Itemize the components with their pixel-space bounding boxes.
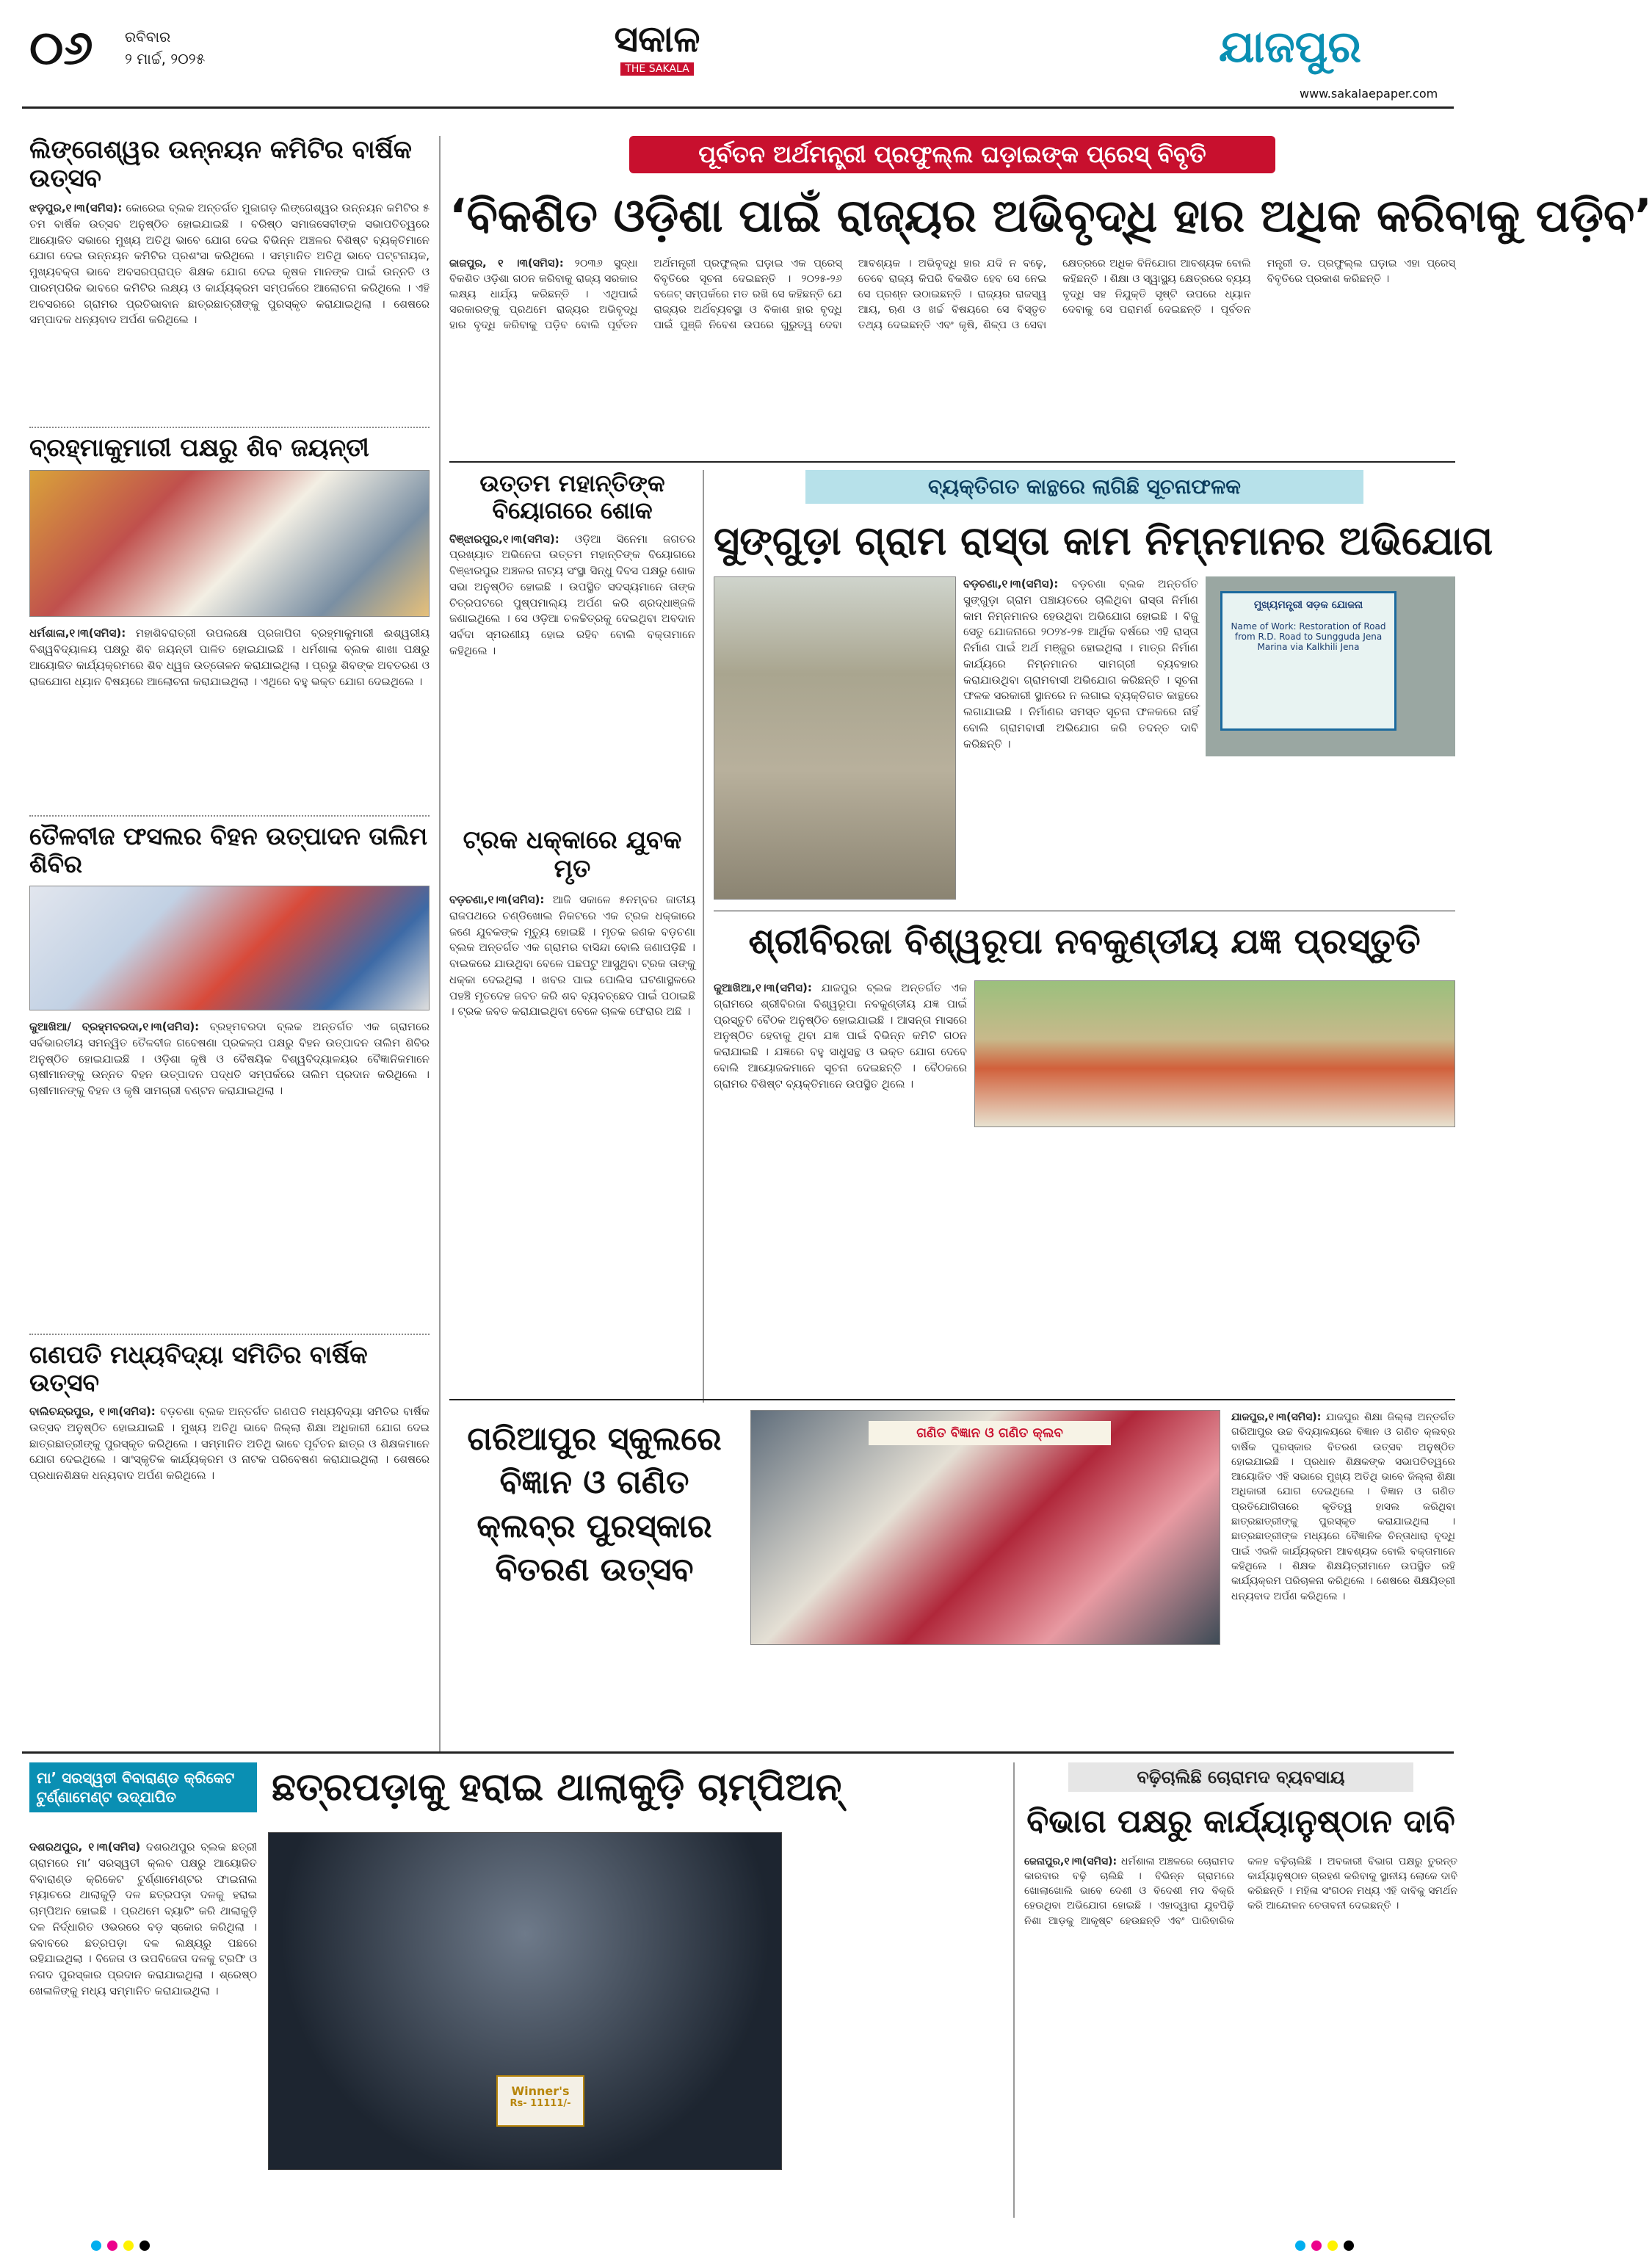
story-brahmakumari bbox=[29, 626, 430, 809]
story-text: ଆଜି ସକାଳେ ୫ନମ୍ବର ଜାତୀୟ ରାଜପଥରେ ଚଣ୍ଡିଖୋଲ ନିକଟରେ ଏକ ଟ୍ରକ ଧକ୍କାରେ ଜଣେ ଯୁବକଙ୍କ ମୃତ୍ୟୁ ହୋଇଛି । ମୃତକ ଜଣକ ବଡ଼ଚଣା ବ୍ଲକ ଅନ୍ତର୍ଗତ ଏକ ଗ୍ରାମର ବାସିନ୍ଦା ବୋଲି ଜଣାପଡ଼ିଛି । ବାଇକରେ ଯାଉଥିବା ବେଳେ ପଛପଟୁ ଆସୁଥିବା ଟ୍ରକ ତାଙ୍କୁ ଧକ୍କା ଦେଇଥିଲା । ଖବର ପାଇ ପୋଲିସ ଘଟଣାସ୍ଥଳରେ ପହଞ୍ଚି ମୃତଦେହ ଜବତ କରି ଶବ ବ୍ୟବଚ୍ଛେଦ ପାଇଁ ପଠାଇଛି । ଟ୍ରକ ଜବତ କରାଯାଇଥିବା ବେଳେ ଚାଳକ ଫେରାର ଅଛି । bbox=[449, 893, 695, 1019]
road-headline: ସୁଙ୍ଗୁଡ଼ା ଗ୍ରାମ ରାସ୍ତା କାମ ନିମ୍ନମାନର ଅଭିଯୋଗ bbox=[714, 518, 1493, 564]
story-lingeswar bbox=[29, 200, 430, 421]
liquor-body bbox=[1024, 1854, 1457, 2214]
liquor-kicker: ବଢ଼ିଚାଲିଛି ଚୋରାମଦ ବ୍ୟବସାୟ bbox=[1068, 1762, 1413, 1792]
story-ganapati bbox=[29, 1404, 430, 1771]
column-rule bbox=[439, 136, 441, 1751]
story-text: ଧର୍ମଶାଳା ଅଞ୍ଚଳରେ ଚୋରାମଦ କାରବାର ବଢ଼ି ଚାଲିଛି । ବିଭିନ୍ନ ଗ୍ରାମରେ ଖୋଲାଖୋଲି ଭାବେ ଦେଶୀ ଓ ବିଦେଶୀ ମଦ ବିକ୍ରି ହେଉଥିବା ଅଭିଯୋଗ ହୋଇଛି । ଏହାଦ୍ୱାରା ଯୁବପିଢ଼ି ନିଶା ଆଡ଼କୁ ଆକୃଷ୍ଟ ହେଉଛନ୍ତି ଏବଂ ପାରିବାରିକ କଳହ ବଢ଼ିଚାଲିଛି । ଅବକାରୀ ବିଭାଗ ପକ୍ଷରୁ ତୁରନ୍ତ କାର୍ଯ୍ୟାନୁଷ୍ଠାନ ଗ୍ରହଣ କରିବାକୁ ସ୍ଥାନୀୟ ଲୋକେ ଦାବି କରିଛନ୍ତି । ମହିଳା ସଂଗଠନ ମଧ୍ୟ ଏହି ଦାବିକୁ ସମର୍ଥନ କରି ଆନ୍ଦୋଳନ ଚେତାବନୀ ଦେଇଛନ୍ତି । bbox=[1024, 1855, 1457, 1927]
story-text: ବ୍ରହ୍ମବରଦା ବ୍ଲକ ଅନ୍ତର୍ଗତ ଏକ ଗ୍ରାମରେ ସର୍ବଭାରତୀୟ ସମନ୍ୱିତ ତୈଳବୀଜ ଗବେଷଣା ପ୍ରକଳ୍ପ ପକ୍ଷରୁ ବିହନ ଉତ୍ପାଦନ ତାଲିମ ଶିବିର ଅନୁଷ୍ଠିତ ହୋଇଯାଇଛି । ଓଡ଼ିଶା କୃଷି ଓ ବୈଷୟିକ ବିଶ୍ୱବିଦ୍ୟାଳୟର ବୈଜ୍ଞାନିକମାନେ ଚାଷୀମାନଙ୍କୁ ଉନ୍ନତ ବିହନ ଉତ୍ପାଦନ ପଦ୍ଧତି ସମ୍ପର୍କରେ ତାଲିମ ପ୍ରଦାନ କରିଥିଲେ । ଚାଷୀମାନଙ୍କୁ ବିହନ ଓ କୃଷି ସାମଗ୍ରୀ ବଣ୍ଟନ କରାଯାଇଥିଲା । bbox=[29, 1020, 430, 1098]
school-headline: ଗରିଆପୁର ସ୍କୁଲରେ ବିଜ୍ଞାନ ଓ ଗଣିତ କ୍ଲବ୍‌ର ପୁରସ୍କାର ବିତରଣ ଉତ୍ସବ bbox=[467, 1420, 722, 1589]
story-text: ଓଡ଼ିଆ ସିନେମା ଜଗତର ପ୍ରଖ୍ୟାତ ଅଭିନେତା ଉତ୍ତମ ମହାନ୍ତିଙ୍କ ବିୟୋଗରେ ବିଞ୍ଝାରପୁର ଅଞ୍ଚଳର ନାଟ୍ୟ ସଂସ୍ଥା ସିନ୍ଧୁ ଦିବସ ପକ୍ଷରୁ ଶୋକ ସଭା ଅନୁଷ୍ଠିତ ହୋଇଛି । ଉପସ୍ଥିତ ସଦସ୍ୟମାନେ ତାଙ୍କ ଚିତ୍ରପଟରେ ପୁଷ୍ପମାଲ୍ୟ ଅର୍ପଣ କରି ଶ୍ରଦ୍ଧାଞ୍ଜଳି ଜଣାଇଥିଲେ । ସେ ଓଡ଼ିଆ ଚଳଚ୍ଚିତ୍ରକୁ ଦେଇଥିବା ଅବଦାନ ସର୍ବଦା ସ୍ମରଣୀୟ ହୋଇ ରହିବ ବୋଲି ବକ୍ତାମାନେ କହିଥିଲେ । bbox=[449, 532, 695, 657]
paper-logo bbox=[587, 18, 727, 92]
accident-story bbox=[449, 826, 695, 1399]
sign-text: Name of Work: Restoration of Road from R.D. Road to Sungguda Jena Marina via Kalkhili Jena bbox=[1231, 621, 1386, 652]
road-sign-photo bbox=[1206, 576, 1455, 756]
story-oilseed bbox=[29, 1019, 430, 1328]
photo-oilseed bbox=[29, 886, 430, 1010]
day-label: ରବିବାର bbox=[125, 28, 171, 46]
divider bbox=[29, 815, 430, 817]
story-text: ବଡ଼ଚଣା ବ୍ଲକ ଅନ୍ତର୍ଗତ ଗଣପତି ମଧ୍ୟବିଦ୍ୟା ସମିତିର ବାର୍ଷିକ ଉତ୍ସବ ଅନୁଷ୍ଠିତ ହୋଇଯାଇଛି । ମୁଖ୍ୟ ଅତିଥି ଭାବେ ଜିଲ୍ଲା ଶିକ୍ଷା ଅଧିକାରୀ ଯୋଗ ଦେଇ ଛାତ୍ରଛାତ୍ରୀଙ୍କୁ ପୁରସ୍କୃତ କରିଥିଲେ । ସମ୍ମାନିତ ଅତିଥି ଭାବେ ପୂର୍ବତନ ଛାତ୍ର ଓ ଶିକ୍ଷକମାନେ ଯୋଗ ଦେଇଥିଲେ । ସାଂସ୍କୃତିକ କାର୍ଯ୍ୟକ୍ରମ ଓ ନାଟକ ପରିବେଷଣ କରାଯାଇଥିଲା । ଶେଷରେ ପ୍ରଧାନଶିକ୍ଷକ ଧନ୍ୟବାଦ ଅର୍ପଣ କରିଥିଲେ । bbox=[29, 1405, 430, 1483]
school-body bbox=[1231, 1410, 1455, 1718]
byline: କୁଆଖିଆ/ ବ୍ରହ୍ମବରଦା,୧।୩(ସମିସ): bbox=[29, 1020, 200, 1034]
byline: ଦଶରଥପୁର, ୧।୩(ସମିସ) bbox=[29, 1840, 141, 1853]
winner-cheque bbox=[496, 2075, 584, 2127]
section-title: ଯାଜପୁର bbox=[1219, 21, 1361, 73]
cricket-body-continued bbox=[793, 1832, 1006, 2170]
obit-story bbox=[449, 470, 695, 822]
column-rule bbox=[1013, 1762, 1015, 2218]
masthead-rule bbox=[22, 106, 1454, 109]
byline: କୁଆଖିଆ,୧।୩(ସମିସ): bbox=[714, 981, 812, 994]
page-number: ୦୬ bbox=[29, 21, 93, 76]
divider bbox=[22, 1751, 1454, 1754]
masthead bbox=[0, 0, 1474, 110]
story-text: ଯାଜପୁର ବ୍ଲକ ଅନ୍ତର୍ଗତ ଏକ ଗ୍ରାମରେ ଶ୍ରୀବିରଜା ବିଶ୍ୱରୂପା ନବକୁଣ୍ଡୀୟ ଯଜ୍ଞ ପାଇଁ ପ୍ରସ୍ତୁତି ବୈଠକ ଅନୁଷ୍ଠିତ ହୋଇଯାଇଛି । ଆସନ୍ତା ମାସରେ ଅନୁଷ୍ଠିତ ହେବାକୁ ଥିବା ଯଜ୍ଞ ପାଇଁ ବିଭିନ୍ନ କମିଟି ଗଠନ କରାଯାଇଛି । ଯଜ୍ଞରେ ବହୁ ସାଧୁସନ୍ଥ ଓ ଭକ୍ତ ଯୋଗ ଦେବେ ବୋଲି ଆୟୋଜକମାନେ ସୂଚନା ଦେଇଛନ୍ତି । ବୈଠକରେ ଗ୍ରାମର ବିଶିଷ୍ଟ ବ୍ୟକ୍ତିମାନେ ଉପସ୍ଥିତ ଥିଲେ । bbox=[714, 981, 967, 1091]
story-text: ୨୦୩୬ ସୁଦ୍ଧା ବିକଶିତ ଓଡ଼ିଶା ଗଠନ କରିବାକୁ ରାଜ୍ୟ ସରକାର ଲକ୍ଷ୍ୟ ଧାର୍ଯ୍ୟ କରିଛନ୍ତି । ଏଥିପାଇଁ ସରକାରଙ୍କୁ ପ୍ରଥମେ ରାଜ୍ୟର ଅଭିବୃଦ୍ଧି ହାର ବୃଦ୍ଧି କରିବାକୁ ପଡ଼ିବ ବୋଲି ପୂର୍ବତନ ଅର୍ଥମନ୍ତ୍ରୀ ପ୍ରଫୁଲ୍ଲ ଘଡ଼ାଇ ଏକ ପ୍ରେସ୍ ବିବୃତିରେ ସୂଚନା ଦେଇଛନ୍ତି । ୨୦୨୫-୨୬ ବଜେଟ୍ ସମ୍ପର୍କରେ ମତ ରଖି ସେ କହିଛନ୍ତି ଯେ ରାଜ୍ୟର ଅର୍ଥବ୍ୟବସ୍ଥା ଓ ବିକାଶ ହାର ବୃଦ୍ଧି ପାଇଁ ପୁଞ୍ଜି ନିବେଶ ଉପରେ ଗୁରୁତ୍ୱ ଦେବା ଆବଶ୍ୟକ । ଅଭିବୃଦ୍ଧି ହାର ଯଦି ନ ବଢ଼େ, ତେବେ ରାଜ୍ୟ କିପରି ବିକଶିତ ହେବ ସେ ନେଇ ସେ ପ୍ରଶ୍ନ ଉଠାଇଛନ୍ତି । ରାଜ୍ୟର ରାଜସ୍ୱ ଆୟ, ଋଣ ଓ ଖର୍ଚ୍ଚ ବିଷୟରେ ସେ ବିସ୍ତୃତ ତଥ୍ୟ ଦେଇଛନ୍ତି ଏବଂ କୃଷି, ଶିଳ୍ପ ଓ ସେବା କ୍ଷେତ୍ରରେ ଅଧିକ ବିନିଯୋଗ ଆବଶ୍ୟକ ବୋଲି କହିଛନ୍ତି । ଶିକ୍ଷା ଓ ସ୍ୱାସ୍ଥ୍ୟ କ୍ଷେତ୍ରରେ ବ୍ୟୟ ବୃଦ୍ଧି ସହ ନିଯୁକ୍ତି ସୃଷ୍ଟି ଉପରେ ଧ୍ୟାନ ଦେବାକୁ ସେ ପରାମର୍ଶ ଦେଇଛନ୍ତି । ପୂର୍ବତନ ମନ୍ତ୍ରୀ ଡ. ପ୍ରଫୁଲ୍ଲ ଘଡ଼ାଇ ଏହା ପ୍ରେସ୍ ବିବୃତିରେ ପ୍ରକାଶ କରିଛନ୍ତି । bbox=[449, 258, 1455, 332]
headline-lingeswar: ଲିଙ୍ଗେଶ୍ୱର ଉନ୍ନୟନ କମିଟିର ବାର୍ଷିକ ଉତ୍ସବ bbox=[29, 135, 412, 194]
yajna-body bbox=[714, 980, 967, 1223]
date-label: ୨ ମାର୍ଚ୍ଚ, ୨୦୨୫ bbox=[125, 50, 206, 68]
road-body-continued bbox=[1206, 764, 1455, 900]
lead-headline: ‘ବିକଶିତ ଓଡ଼ିଶା ପାଇଁ ରାଜ୍ୟର ଅଭିବୃଦ୍ଧି ହାର ଅଧିକ କରିବାକୁ ପଡ଼ିବ’ bbox=[449, 189, 1652, 242]
column-rule bbox=[703, 470, 704, 1403]
yajna-story bbox=[714, 922, 1455, 1399]
paper-subname: THE SAKALA bbox=[620, 62, 693, 76]
divider bbox=[449, 1399, 1455, 1400]
byline: ବିଞ୍ଝାରପୁର,୧।୩(ସମିସ): bbox=[449, 532, 559, 546]
accident-headline: ଟ୍ରକ ଧକ୍କାରେ ଯୁବକ ମୃତ bbox=[463, 825, 682, 884]
print-registration-marks bbox=[88, 2240, 153, 2254]
cricket-photo-caption bbox=[268, 2174, 1006, 2214]
byline: ଯାଜପୁର,୧।୩(ସମିସ): bbox=[1231, 1411, 1322, 1423]
divider bbox=[29, 427, 430, 428]
obit-headline: ଉତ୍ତମ ମହାନ୍ତିଙ୍କ ବିୟୋଗରେ ଶୋକ bbox=[479, 469, 665, 524]
byline: ଝଡ଼ପୁର,୧।୩(ସମିସ): bbox=[29, 201, 123, 215]
byline: ବଡ଼ଚଣା,୧।୩(ସମିସ): bbox=[449, 893, 545, 907]
school-body-continued bbox=[449, 1652, 1220, 1726]
story-text: କୋରେଇ ବ୍ଲକ ଅନ୍ତର୍ଗତ ମୁଜାଗଡ଼ ଲିଙ୍ଗେଶ୍ୱର ଉନ୍ନୟନ କମିଟିର ୫ ତମ ବାର୍ଷିକ ଉତ୍ସବ ଅନୁଷ୍ଠିତ ହୋଇଯାଇଛି । ବରିଷ୍ଠ ସମାଜସେବୀଙ୍କ ସଭାପତିତ୍ୱରେ ଆୟୋଜିତ ସଭାରେ ମୁଖ୍ୟ ଅତିଥି ଭାବେ ଯୋଗ ଦେଇ ବିଭିନ୍ନ ଅଞ୍ଚଳର ବିଶିଷ୍ଟ ବ୍ୟକ୍ତିମାନେ ଯୋଗ ଦେଇ ଉନ୍ନୟନ କମିଟିର ପ୍ରଶଂସା କରିଥିଲେ । ସମ୍ମାନିତ ଅତିଥି ଭାବେ ପଟ୍ଟନାୟକ, ମୁଖ୍ୟବକ୍ତା ଭାବେ ଅବସରପ୍ରାପ୍ତ ଶିକ୍ଷକ ଯୋଗ ଦେଇ କୃଷକ ମାନଙ୍କ ପାଇଁ ଉନ୍ନତି ଓ ପାରମ୍ପରିକ ଭାବରେ କମିଟିର ଲକ୍ଷ୍ୟ ଓ କାର୍ଯ୍ୟକ୍ରମ ସମ୍ପର୍କରେ ଆଲୋଚନା କରିଥିଲେ । ଏହି ଅବସରରେ ଗ୍ରାମର ପ୍ରତିଭାବାନ ଛାତ୍ରଛାତ୍ରୀଙ୍କୁ ପୁରସ୍କୃତ କରାଯାଇଥିଲା । ଶେଷରେ ସମ୍ପାଦକ ଧନ୍ୟବାଦ ଅର୍ପଣ କରିଥିଲେ । bbox=[29, 201, 430, 327]
print-registration-marks bbox=[1292, 2240, 1357, 2254]
obit-body bbox=[449, 532, 695, 796]
lead-body bbox=[449, 256, 1455, 444]
byline: ବଡ଼ଚଣା,୧।୩(ସମିସ): bbox=[963, 577, 1059, 590]
byline: ବାଲିଚନ୍ଦ୍ରପୁର, ୧।୩(ସମିସ): bbox=[29, 1405, 156, 1419]
cricket-story bbox=[29, 1762, 1006, 2218]
yajna-body-continued bbox=[974, 1135, 1455, 1223]
headline-brahmakumari: ବ୍ରହ୍ମାକୁମାରୀ ପକ୍ଷରୁ ଶିବ ଜୟନ୍ତୀ bbox=[29, 433, 369, 463]
cricket-headline: ଛତ୍ରପଡ଼ାକୁ ହରାଇ ଥାଲାକୁଡ଼ି ଚାମ୍ପିଅନ୍ bbox=[272, 1765, 842, 1809]
sign-board bbox=[1220, 591, 1396, 731]
accident-body bbox=[449, 892, 695, 1428]
yajna-photo bbox=[974, 980, 1455, 1127]
cricket-photo bbox=[268, 1832, 782, 2170]
paper-name: ସକାଳ bbox=[614, 18, 700, 60]
story-text: ଦଶରଥପୁର ବ୍ଲକ ଛତ୍ରୀ ଗ୍ରାମରେ ମା’ ସରସ୍ୱତୀ କ୍ଲବ ପକ୍ଷରୁ ଆୟୋଜିତ ବିବାରାଣ୍ଡ କ୍ରିକେଟ ଟୁର୍ଣ୍ଣାମେଣ୍ଟର ଫାଇନାଲ ମ୍ୟାଚରେ ଥାଲାକୁଡ଼ି ଦଳ ଛତ୍ରପଡ଼ା ଦଳକୁ ହରାଇ ଚାମ୍ପିଅନ ହୋଇଛି । ପ୍ରଥମେ ବ୍ୟାଟିଂ କରି ଥାଲାକୁଡ଼ି ଦଳ ନିର୍ଦ୍ଧାରିତ ଓଭରରେ ବଡ଼ ସ୍କୋର କରିଥିଲା । ଜବାବରେ ଛତ୍ରପଡ଼ା ଦଳ ଲକ୍ଷ୍ୟରୁ ପଛରେ ରହିଯାଇଥିଲା । ବିଜେତା ଓ ଉପବିଜେତା ଦଳକୁ ଟ୍ରଫି ଓ ନଗଦ ପୁରସ୍କାର ପ୍ରଦାନ କରାଯାଇଥିଲା । ଶ୍ରେଷ୍ଠ ଖେଳାଳିଙ୍କୁ ମଧ୍ୟ ସମ୍ମାନିତ କରାଯାଇଥିଲା । bbox=[29, 1840, 257, 1997]
headline-ganapati: ଗଣପତି ମଧ୍ୟବିଦ୍ୟା ସମିତିର ବାର୍ଷିକ ଉତ୍ସବ bbox=[29, 1340, 368, 1397]
story-text: ଯାଜପୁର ଶିକ୍ଷା ଜିଲ୍ଲା ଅନ୍ତର୍ଗତ ଗରିଆପୁର ଉଚ୍ଚ ବିଦ୍ୟାଳୟରେ ବିଜ୍ଞାନ ଓ ଗଣିତ କ୍ଲବ୍‌ର ବାର୍ଷିକ ପୁରସ୍କାର ବିତରଣ ଉତ୍ସବ ଅନୁଷ୍ଠିତ ହୋଇଯାଇଛି । ପ୍ରଧାନ ଶିକ୍ଷକଙ୍କ ସଭାପତିତ୍ୱରେ ଆୟୋଜିତ ଏହି ସଭାରେ ମୁଖ୍ୟ ଅତିଥି ଭାବେ ଜିଲ୍ଲା ଶିକ୍ଷା ଅଧିକାରୀ ଯୋଗ ଦେଇଥିଲେ । ବିଜ୍ଞାନ ଓ ଗଣିତ ପ୍ରତିଯୋଗିତାରେ କୃତିତ୍ୱ ହାସଲ କରିଥିବା ଛାତ୍ରଛାତ୍ରୀଙ୍କୁ ପୁରସ୍କୃତ କରାଯାଇଥିଲା । ଛାତ୍ରଛାତ୍ରୀଙ୍କ ମଧ୍ୟରେ ବୈଜ୍ଞାନିକ ଚିନ୍ତାଧାରା ବୃଦ୍ଧି ପାଇଁ ଏଭଳି କାର୍ଯ୍ୟକ୍ରମ ଆବଶ୍ୟକ ବୋଲି ବକ୍ତାମାନେ କହିଥିଲେ । ଶିକ୍ଷକ ଶିକ୍ଷୟିତ୍ରୀମାନେ ଉପସ୍ଥିତ ରହି କାର୍ଯ୍ୟକ୍ରମ ପରିଚାଳନା କରିଥିଲେ । ଶେଷରେ ଶିକ୍ଷୟିତ୍ରୀ ଧନ୍ୟବାଦ ଅର୍ପଣ କରିଥିଲେ । bbox=[1231, 1411, 1455, 1602]
divider bbox=[29, 1334, 430, 1335]
byline: ଧର୍ମଶାଳା,୧।୩(ସମିସ): bbox=[29, 626, 126, 640]
liquor-story bbox=[1024, 1762, 1457, 2218]
website-url: www.sakalaepaper.com bbox=[1300, 87, 1438, 101]
school-story bbox=[449, 1410, 1455, 1733]
story-text: ମହାଶିବରାତ୍ରୀ ଉପଲକ୍ଷେ ପ୍ରଜାପିତା ବ୍ରହ୍ମାକୁମାରୀ ଈଶ୍ୱରୀୟ ବିଶ୍ୱବିଦ୍ୟାଳୟ ପକ୍ଷରୁ ଶିବ ଜୟନ୍ତୀ ପାଳିତ ହୋଇଯାଇଛି । ଧର୍ମଶାଳା ବ୍ଲକ ଶାଖା ପକ୍ଷରୁ ଆୟୋଜିତ କାର୍ଯ୍ୟକ୍ରମରେ ଶିବ ଧ୍ୱଜ ଉତ୍ତୋଳନ କରାଯାଇଥିଲା । ପ୍ରଭୁ ଶିବଙ୍କ ଅବତରଣ ଓ ରାଜଯୋଗ ଧ୍ୟାନ ବିଷୟରେ ଆଲୋଚନା କରାଯାଇଥିଲା । ଏଥିରେ ବହୁ ଭକ୍ତ ଯୋଗ ଦେଇଥିଲେ । bbox=[29, 626, 430, 688]
cheque-amount: Rs- 11111/- bbox=[510, 2098, 571, 2109]
cricket-body bbox=[29, 1840, 257, 2214]
liquor-headline: ବିଭାଗ ପକ୍ଷରୁ କାର୍ଯ୍ୟାନୁଷ୍ଠାନ ଦାବି bbox=[1026, 1803, 1455, 1840]
road-kicker: ବ୍ୟକ୍ତିଗତ କାନ୍ଥରେ ଲାଗିଛି ସୂଚନାଫଳକ bbox=[805, 470, 1363, 504]
left-column bbox=[29, 136, 430, 1751]
byline: ଜେନାପୁର,୧।୩(ସମିସ): bbox=[1024, 1855, 1117, 1867]
byline: ଜାଜପୁର, ୧ ।୩(ସମିସ): bbox=[449, 258, 564, 270]
story-text: ବଡ଼ଚଣା ବ୍ଲକ ଅନ୍ତର୍ଗତ ସୁଙ୍ଗୁଡ଼ା ଗ୍ରାମ ପଞ୍ଚାୟତରେ ଚାଲିଥିବା ରାସ୍ତା ନିର୍ମାଣ କାମ ନିମ୍ନମାନର ହେଉଥିବା ଅଭିଯୋଗ ହୋଇଛି । ବିଜୁ ସେତୁ ଯୋଜନାରେ ୨୦୨୪-୨୫ ଆର୍ଥିକ ବର୍ଷରେ ଏହି ରାସ୍ତା ନିର୍ମାଣ ପାଇଁ ଅର୍ଥ ମଞ୍ଜୁର ହୋଇଥିଲା । ମାତ୍ର ନିର୍ମାଣ କାର୍ଯ୍ୟରେ ନିମ୍ନମାନର ସାମଗ୍ରୀ ବ୍ୟବହାର କରାଯାଉଥିବା ଗ୍ରାମବାସୀ ଅଭିଯୋଗ କରିଛନ୍ତି । ସୂଚନା ଫଳକ ସରକାରୀ ସ୍ଥାନରେ ନ ଲଗାଇ ବ୍ୟକ୍ତିଗତ କାନ୍ଥରେ ଲଗାଯାଇଛି । ନିର୍ମାଣର ସମସ୍ତ ସୂଚନା ଫଳକରେ ନାହିଁ ବୋଲି ଗ୍ରାମବାସୀ ଅଭିଯୋଗ କରି ତଦନ୍ତ ଦାବି କରିଛନ୍ତି । bbox=[963, 577, 1198, 751]
cheque-label: Winner's bbox=[511, 2084, 570, 2098]
sign-title: ମୁଖ୍ୟମନ୍ତ୍ରୀ ସଡ଼କ ଯୋଜନା bbox=[1253, 599, 1363, 611]
road-photo bbox=[714, 576, 956, 900]
headline-oilseed: ତୈଳବୀଜ ଫସଲର ବିହନ ଉତ୍ପାଦନ ତାଲିମ ଶିବିର bbox=[29, 822, 428, 879]
school-photo bbox=[750, 1410, 1220, 1645]
lead-kicker: ପୂର୍ବତନ ଅର୍ଥମନ୍ତ୍ରୀ ପ୍ରଫୁଲ୍ଲ ଘଡ଼ାଇଙ୍କ ପ୍ରେସ୍ ବିବୃତି bbox=[629, 136, 1275, 173]
photo-brahmakumari bbox=[29, 470, 430, 617]
lead-story bbox=[449, 136, 1652, 459]
yajna-headline: ଶ୍ରୀବିରଜା ବିଶ୍ୱରୂପା ନବକୁଣ୍ଡୀୟ ଯଜ୍ଞ ପ୍ରସ୍ତୁତି bbox=[748, 921, 1421, 962]
road-body bbox=[963, 576, 1198, 900]
divider bbox=[449, 461, 1455, 463]
cricket-kicker: ମା’ ସରସ୍ୱତୀ ବିବାରାଣ୍ଡ କ୍ରିକେଟ ଟୁର୍ଣ୍ଣାମେଣ୍ଟ ଉଦ୍‌ଯାପିତ bbox=[29, 1762, 257, 1812]
school-banner: ଗଣିତ ବିଜ୍ଞାନ ଓ ଗଣିତ କ୍ଲବ bbox=[869, 1421, 1111, 1445]
